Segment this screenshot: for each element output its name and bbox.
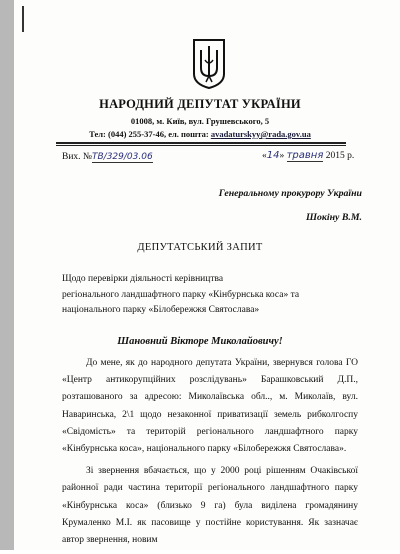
outgoing-number-value: ТВ/329/03.06	[91, 152, 153, 162]
email-link[interactable]: avadaturskyy@rada.gov.ua	[210, 129, 311, 139]
addressee-position: Генеральному прокурору України	[218, 188, 362, 199]
subject-line: національного парку «Білобережжя Святослава»	[62, 305, 260, 315]
salutation: Шановний Вікторе Миколайовичу!	[117, 336, 283, 347]
body-paragraph: Зі звернення вбачається, що у 2000 році рішенням Очаківської районної ради частина території регіонального ландшафтного парку «Кінбурнська коса» (близько 9 га) була виділена громадянину Крумаленко М.І. як пасовище у постійне користування. Як зазначає автор звернення, новим	[62, 466, 358, 546]
subject-line: Щодо перевірки діяльності керівництва	[62, 274, 224, 284]
letter-body	[62, 355, 358, 554]
date-quote-open: «	[262, 151, 267, 161]
subject-block	[62, 272, 299, 319]
margin-mark	[22, 6, 24, 32]
page-title: НАРОДНИЙ ДЕПУТАТ УКРАЇНИ	[99, 97, 301, 111]
document-type-heading: ДЕПУТАТСЬКИЙ ЗАПИТ	[137, 242, 263, 253]
trident-emblem-icon	[192, 38, 226, 90]
outgoing-number-label: Вих. №	[62, 152, 92, 162]
date-year: 2015 р.	[325, 151, 355, 161]
phone-text: Тел: (044) 255-37-46, ел. пошта:	[89, 129, 211, 139]
subject-line: регіонального ландшафтного парку «Кінбурнська коса» та	[62, 289, 300, 300]
header-divider	[56, 142, 346, 146]
date-day: 14	[266, 150, 280, 161]
scan-edge	[0, 0, 14, 550]
office-address: 01008, м. Київ, вул. Грушевського, 5	[130, 116, 270, 126]
contact-line	[0, 129, 400, 139]
addressee-name: Шокіну В.М.	[306, 212, 362, 223]
addressee-block	[219, 182, 362, 230]
outgoing-number	[62, 152, 153, 163]
letter-date	[262, 150, 354, 161]
date-quote-close: »	[279, 151, 285, 161]
date-month: травня	[286, 150, 324, 161]
body-paragraph: До мене, як до народного депутата України, звернувся голова ГО «Центр антикорупційних розслідувань» Барашковський Д.П., розташованого за адресою: Миколаївська обл.., м. Миколаїв, вул. Наваринська, 2\1 щодо незаконної приватизації земель рибколгоспу «Свідомість» та територій регіонального ландшафтного парку «Кінбурнська коса», національного парку «Білобережжя Святослава».	[62, 358, 358, 455]
